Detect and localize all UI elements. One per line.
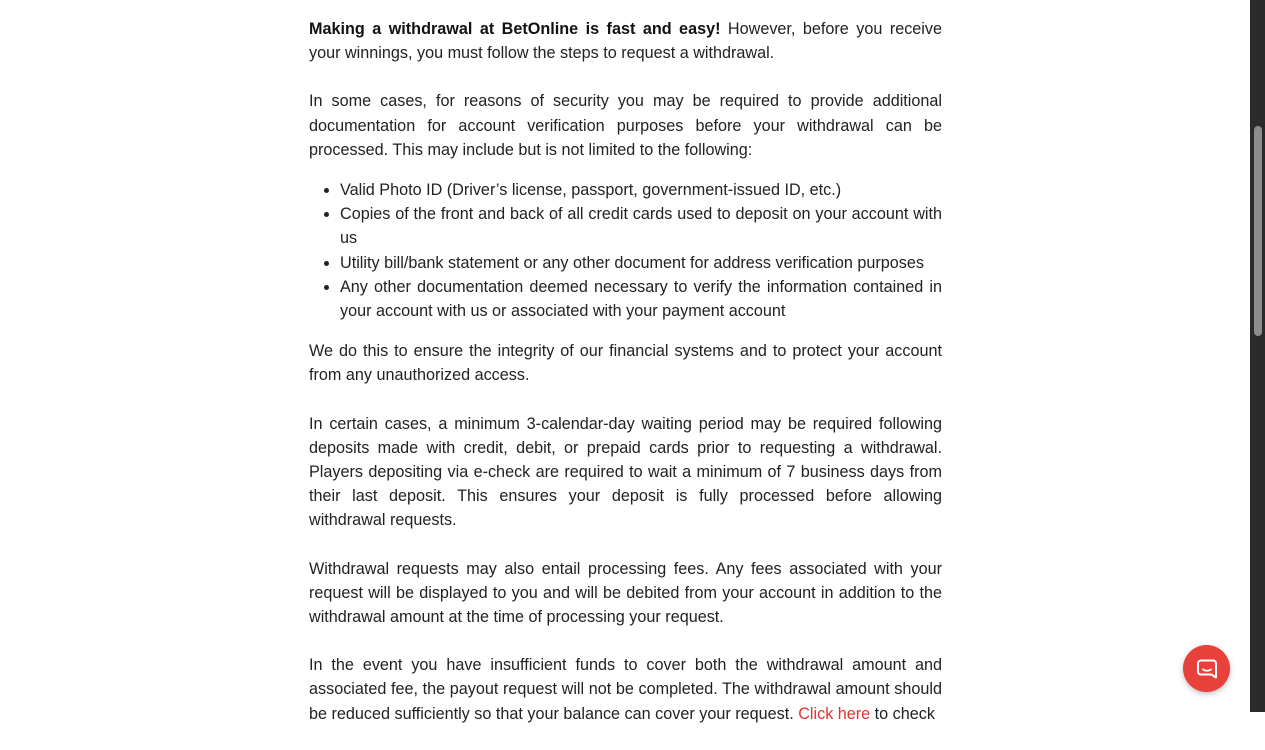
intro-bold-text: Making a withdrawal at BetOnline is fast and easy! — [309, 20, 721, 38]
intro-text: However, before you receive your winnings, you must follow the steps to request a withdrawal. — [309, 20, 942, 63]
insufficient-funds-text: In the event you have insufficient funds to cover both the withdrawal amount and associated fee, the payout request will not be completed. The withdrawal amount should be reduced sufficiently so that your balance can cover your request. — [309, 656, 942, 723]
integrity-paragraph: We do this to ensure the integrity of our financial systems and to protect your account from any unauthorized access. — [309, 342, 942, 385]
list-item: • Any other documentation deemed necessary to verify the information contained in your account with us or associated with your payment account — [340, 275, 942, 323]
intro-paragraph — [309, 17, 942, 65]
scrollbar-track[interactable] — [1250, 0, 1265, 712]
article-body — [309, 17, 942, 750]
insufficient-funds-after-link: to check — [870, 704, 935, 723]
insufficient-funds-paragraph — [309, 653, 942, 726]
chat-bubble-icon — [1196, 658, 1218, 680]
verification-intro-paragraph: In some cases, for reasons of security you may be required to provide additional documentation for account verification purposes before your withdrawal can be processed. This may include but is not limited to the following: — [309, 92, 942, 159]
fees-paragraph: Withdrawal requests may also entail processing fees. Any fees associated with your request will be displayed to you and will be debited from your account in addition to the withdrawal amount at the time of processing your request. — [309, 559, 942, 627]
documents-list — [309, 178, 942, 323]
waiting-period-paragraph: In certain cases, a minimum 3-calendar-day waiting period may be required following deposits made with credit, debit, or prepaid cards prior to requesting a withdrawal. Players depositing via e-check are required to wait a minimum of 7 business days from their last deposit. This ensures your deposit is fully processed before allowing withdrawal requests. — [309, 414, 942, 530]
scrollbar-thumb[interactable] — [1254, 126, 1262, 336]
list-item: • Copies of the front and back of all credit cards used to deposit on your account with us — [340, 202, 942, 250]
chat-launcher-button[interactable] — [1183, 645, 1230, 692]
list-item: • Valid Photo ID (Driver’s license, passport, government-issued ID, etc.) — [340, 178, 942, 202]
click-here-link[interactable]: Click here — [798, 704, 871, 723]
list-item: • Utility bill/bank statement or any other document for address verification purposes — [340, 251, 942, 275]
